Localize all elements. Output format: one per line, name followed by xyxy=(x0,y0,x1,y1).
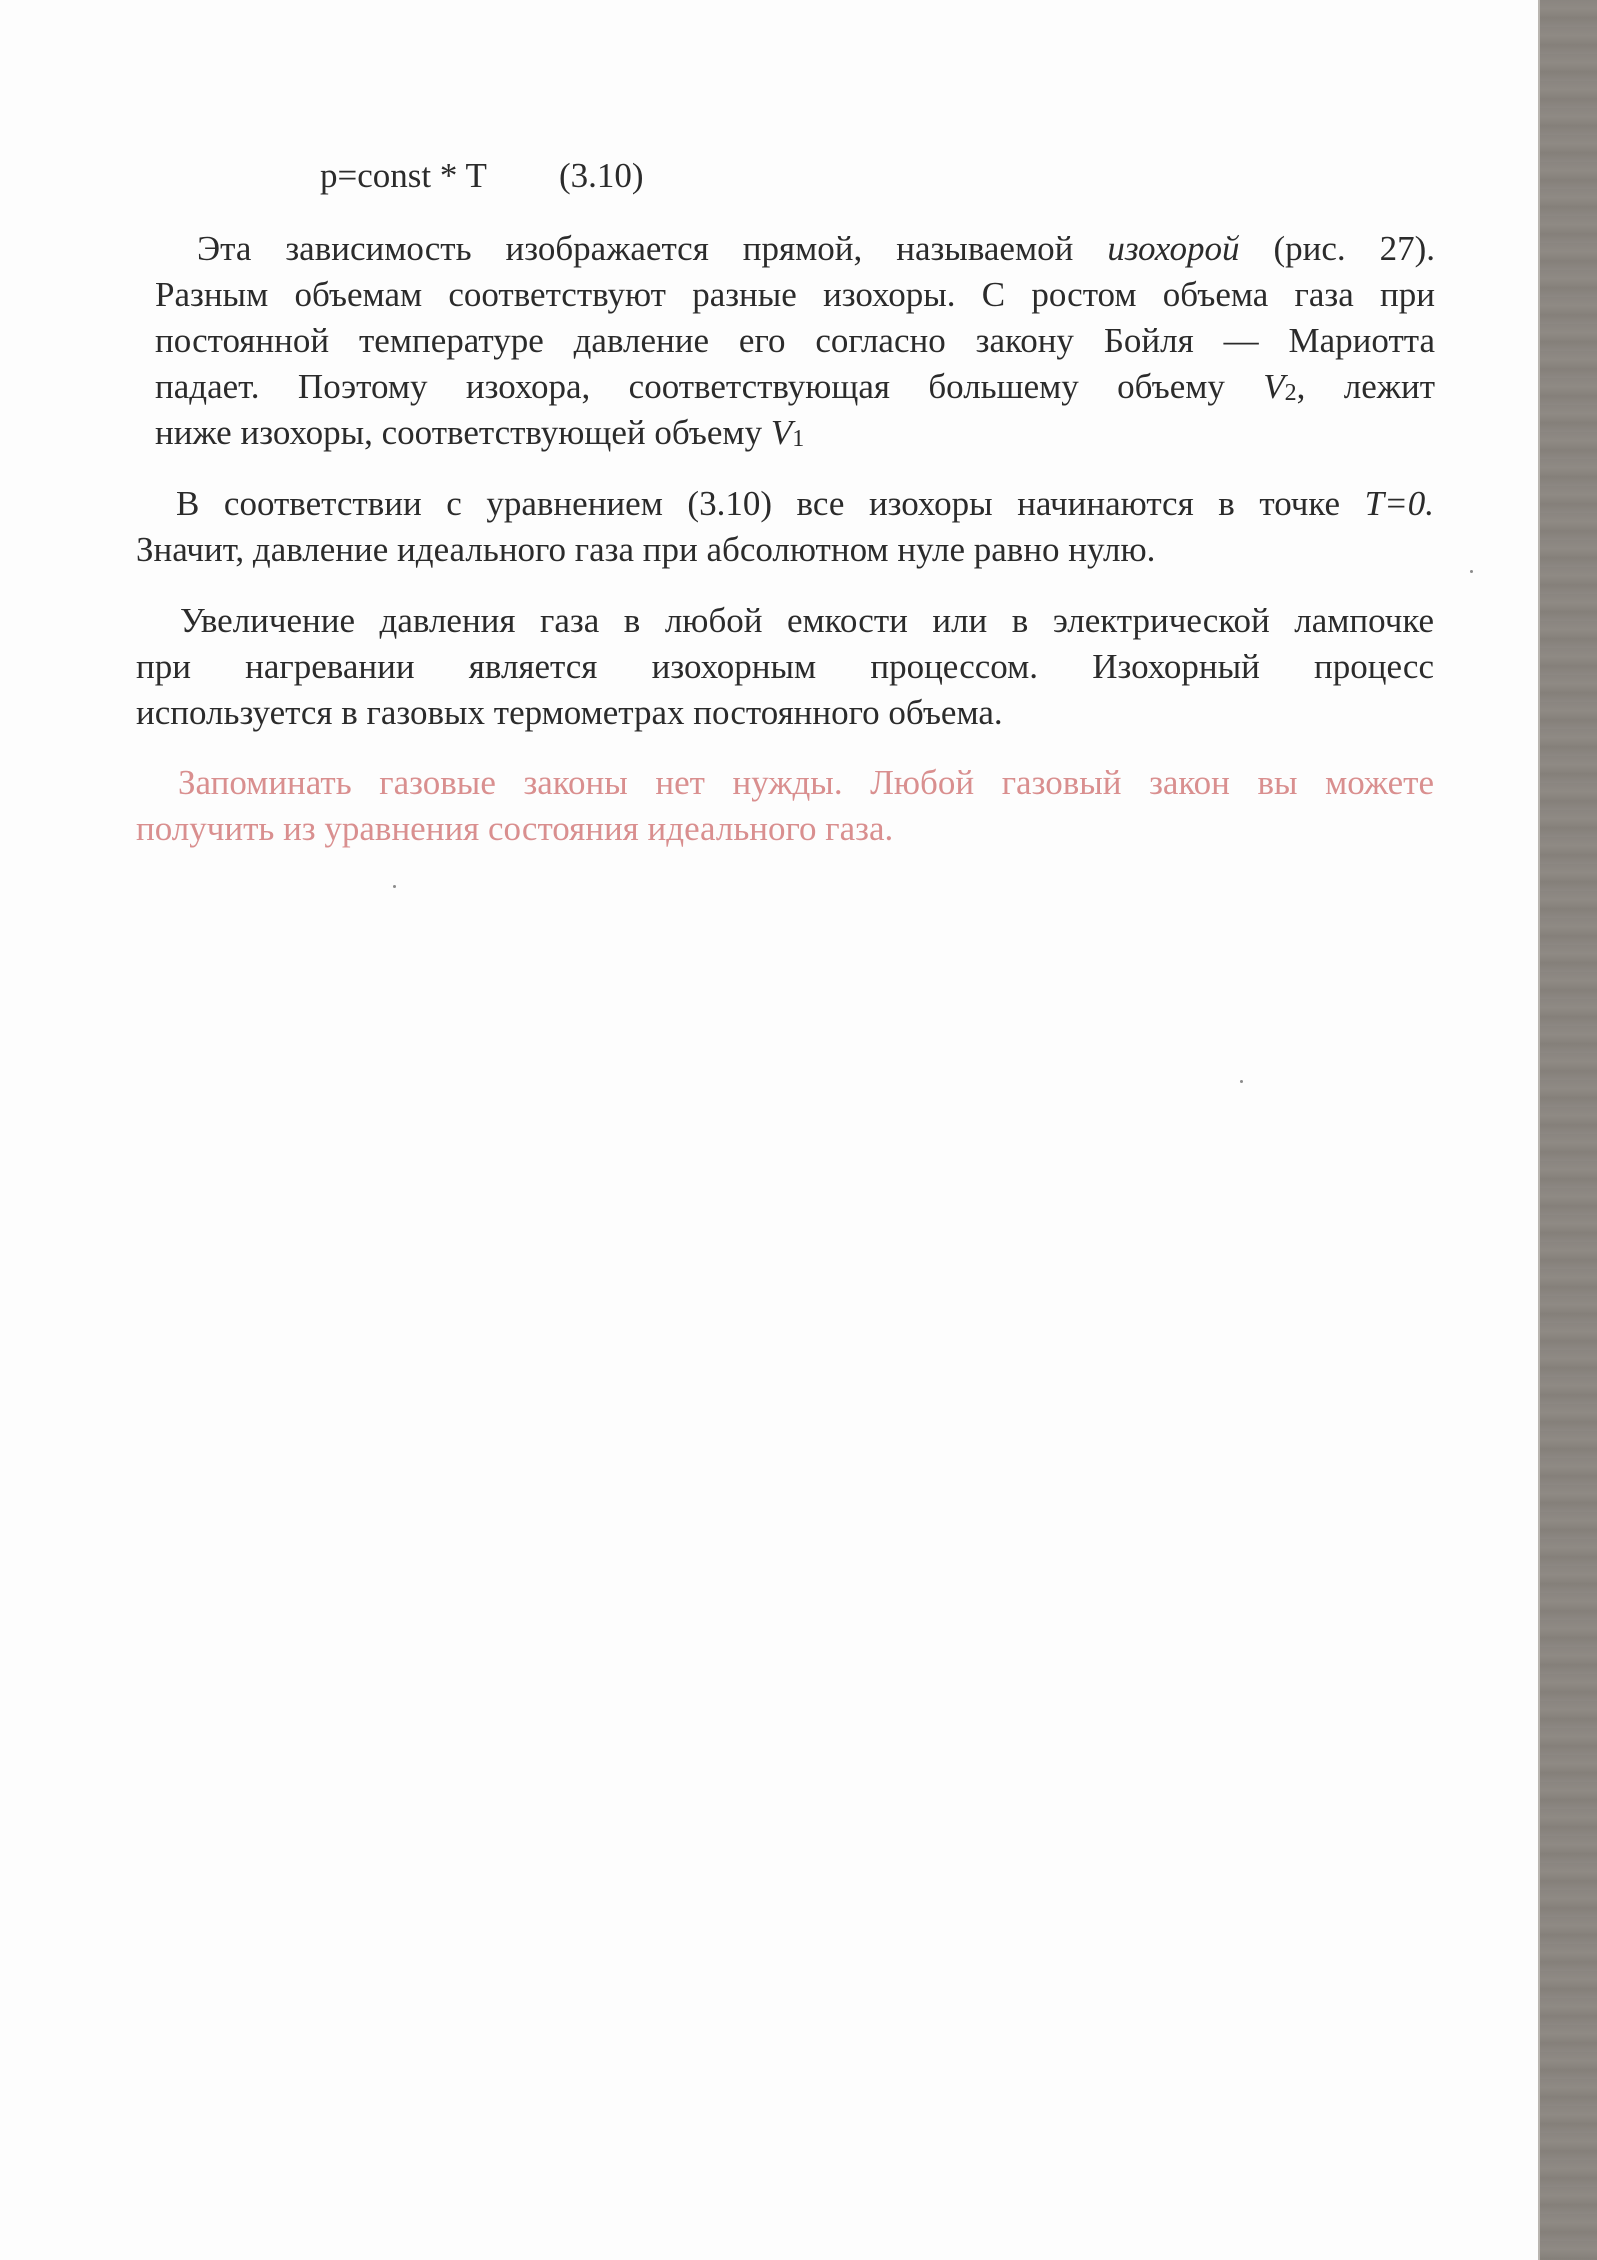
text-line xyxy=(136,481,1434,527)
paragraph-absolute-zero xyxy=(136,481,1434,573)
text-span: Эта зависимость изображается прямой, называемой xyxy=(197,229,1108,268)
subscript: 1 xyxy=(792,426,805,452)
text-line: Запоминать газовые законы нет нужды. Любой газовый закон вы можете xyxy=(178,763,1434,802)
subscript: 2 xyxy=(1284,380,1297,406)
text-line: постоянной температуре давление его согласно закону Бойля — Мариотта xyxy=(155,321,1435,360)
term-isochore: изохорой xyxy=(1107,229,1240,268)
formula-3-10 xyxy=(320,152,644,200)
text-line: Разным объемам соответствуют разные изохоры. С ростом объема газа при xyxy=(155,275,1435,314)
text-span: (рис. 27). xyxy=(1239,229,1435,268)
variable-v: V xyxy=(770,413,793,452)
text-line: Увеличение давления газа в любой емкости или в электрической лампочке xyxy=(180,601,1434,640)
equation-number: (3.10) xyxy=(558,156,644,195)
text-line xyxy=(155,364,1435,410)
scan-speck xyxy=(1470,570,1473,573)
text-span: падает. Поэтому изохора, соответствующая большему объему xyxy=(155,367,1264,406)
text-line: получить из уравнения состояния идеального газа. xyxy=(136,809,894,848)
text-line: Значит, давление идеального газа при абсолютном нуле равно нулю. xyxy=(136,530,1156,569)
text-span: ниже изохоры, соответствующей объему xyxy=(155,413,771,452)
text-line xyxy=(155,410,1435,456)
paragraph-isochoric-process xyxy=(136,598,1434,736)
scan-edge-strip xyxy=(1538,0,1597,2260)
scan-speck xyxy=(1240,1080,1243,1083)
text-line: при нагревании является изохорным процессом. Изохорный процесс xyxy=(136,647,1434,686)
paragraph-isochore-definition xyxy=(155,226,1435,456)
paragraph-highlighted-note xyxy=(136,760,1434,852)
text-line: используется в газовых термометрах постоянного объема. xyxy=(136,693,1003,732)
text-span: В соответствии с уравнением (3.10) все изохоры начинаются в точке xyxy=(176,484,1365,523)
scan-speck xyxy=(393,885,396,888)
variable-v: V xyxy=(1263,367,1285,406)
text-line xyxy=(155,226,1435,272)
formula-text: p=const * T xyxy=(320,156,487,195)
variable-t-zero: T=0. xyxy=(1364,484,1434,523)
text-span: , лежит xyxy=(1296,367,1435,406)
